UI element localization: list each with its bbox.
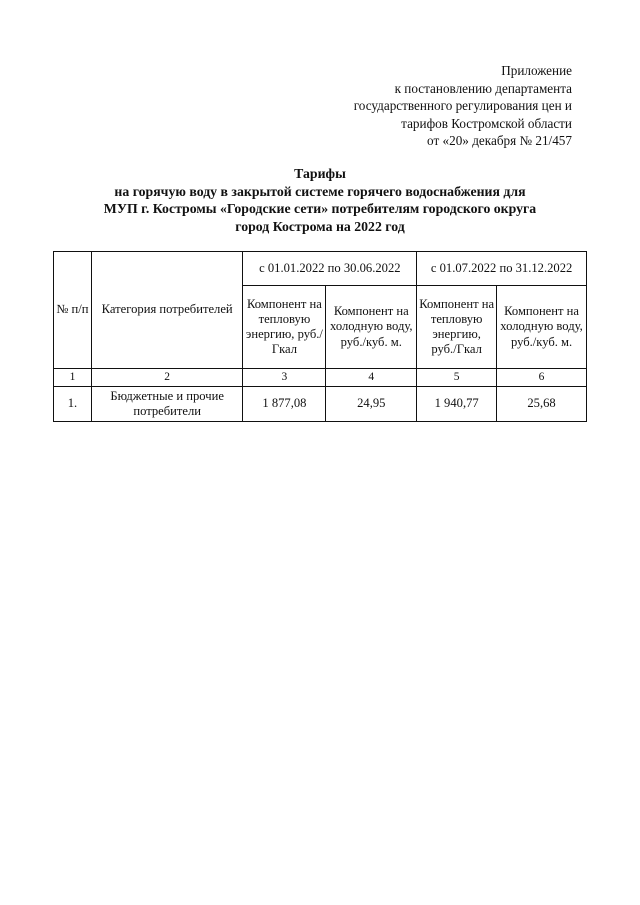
column-number: 6 <box>497 369 587 387</box>
header-component: Компонент на тепловую энергию, руб./Гкал <box>417 286 497 369</box>
appendix-line: Приложение <box>501 63 572 78</box>
column-number: 1 <box>54 369 92 387</box>
header-period-2: с 01.07.2022 по 31.12.2022 <box>417 252 587 286</box>
column-number-row <box>54 369 587 387</box>
column-number: 4 <box>326 369 417 387</box>
header-component: Компонент на холодную воду, руб./куб. м. <box>497 286 587 369</box>
row-value: 24,95 <box>326 387 417 422</box>
header-row-periods <box>54 252 587 286</box>
tariffs-table <box>53 251 587 422</box>
row-value: 25,68 <box>497 387 587 422</box>
column-number: 2 <box>91 369 243 387</box>
title-line: на горячую воду в закрытой системе горячего водоснабжения для <box>114 183 526 199</box>
header-num: № п/п <box>54 252 92 369</box>
row-value: 1 877,08 <box>243 387 326 422</box>
table-row <box>54 387 587 422</box>
title-line: Тарифы <box>294 166 346 181</box>
header-component: Компонент на холодную воду, руб./куб. м. <box>326 286 417 369</box>
title-line: МУП г. Костромы «Городские сети» потребителям городского округа <box>103 201 537 217</box>
appendix-line: тарифов Костромской области <box>401 115 572 131</box>
row-num: 1. <box>54 387 92 422</box>
header-period-1: с 01.01.2022 по 30.06.2022 <box>243 252 417 286</box>
header-category: Категория потребителей <box>91 252 243 369</box>
document-title <box>52 165 588 235</box>
appendix-line: от «20» декабря № 21/457 <box>427 133 572 149</box>
appendix-line: к постановлению департамента <box>394 80 572 96</box>
appendix-line: государственного регулирования цен и <box>353 98 572 114</box>
row-category: Бюджетные и прочие потребители <box>91 387 243 422</box>
column-number: 3 <box>243 369 326 387</box>
header-component: Компонент на тепловую энергию, руб./Гкал <box>243 286 326 369</box>
appendix-block <box>354 62 572 150</box>
title-line: город Кострома на 2022 год <box>235 218 405 234</box>
row-value: 1 940,77 <box>417 387 497 422</box>
column-number: 5 <box>417 369 497 387</box>
